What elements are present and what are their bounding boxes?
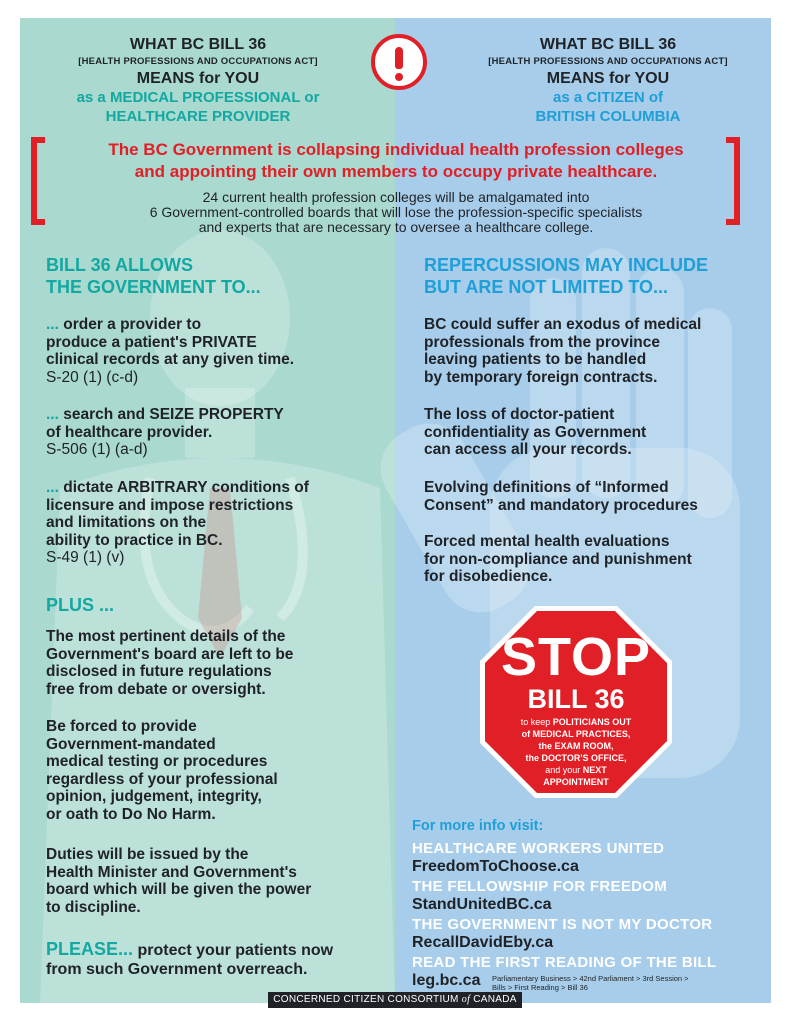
headline-line-1: The BC Government is collapsing individual health profession colleges	[108, 140, 684, 159]
left-heading-line-2: THE GOVERNMENT TO...	[46, 277, 261, 297]
item-lead: ...	[46, 479, 59, 496]
right-heading-line-2: BUT ARE NOT LIMITED TO...	[424, 277, 668, 297]
item-text: Duties will be issued by the	[46, 846, 249, 863]
plus-item-2	[46, 718, 278, 823]
website-link[interactable]: leg.bc.ca	[412, 972, 481, 989]
allow-item-2	[46, 406, 284, 459]
stop-bill-number: BILL 36	[527, 684, 625, 714]
org-name: THE FELLOWSHIP FOR FREEDOM	[412, 878, 668, 895]
stop-message-text: of MEDICAL PRACTICES,	[521, 729, 631, 739]
plus-item-3	[46, 846, 311, 916]
right-header	[448, 36, 768, 126]
item-text: ability to practice in BC.	[46, 531, 223, 549]
plus-heading: PLUS ...	[46, 595, 115, 615]
subheadline	[60, 190, 732, 235]
repercussion-item-4	[424, 533, 692, 586]
left-header-audience-2: HEALTHCARE PROVIDER	[105, 108, 291, 125]
item-text: free from debate or oversight.	[46, 680, 266, 698]
please-text: from such Government overreach.	[46, 961, 308, 978]
please-callout	[46, 940, 333, 979]
left-heading-line-1: BILL 36 ALLOWS	[46, 255, 194, 275]
item-text: for disobedience.	[424, 568, 553, 585]
stop-word: STOP	[500, 627, 652, 687]
item-text: Health Minister and Government's	[46, 863, 297, 881]
item-text: regardless of your professional	[46, 770, 278, 788]
item-text: The loss of doctor-patient	[424, 406, 615, 423]
allow-item-3	[46, 479, 309, 567]
left-header-audience-1: as a MEDICAL PROFESSIONAL or	[76, 89, 320, 106]
stop-message-text: and your	[545, 765, 583, 775]
item-text: Government-mandated	[46, 735, 216, 753]
footer-text: CONCERNED CITIZEN CONSORTIUM	[273, 994, 462, 1005]
stop-message-text: the EXAM ROOM,	[538, 741, 614, 751]
website-link[interactable]: StandUnitedBC.ca	[412, 896, 552, 913]
left-header-title: WHAT BC BILL 36	[129, 36, 267, 53]
section-reference: S-49 (1) (v)	[46, 549, 125, 566]
item-text: can access all your records.	[424, 441, 632, 458]
repercussion-item-2	[424, 406, 646, 459]
footer-text: of	[461, 994, 471, 1005]
item-text: professionals from the province	[424, 333, 660, 351]
item-text: search and SEIZE PROPERTY	[63, 406, 284, 423]
subheadline-line-3: and experts that are necessary to oversee a healthcare college.	[198, 219, 594, 235]
repercussion-item-1	[424, 316, 701, 386]
poster	[20, 18, 771, 1003]
right-header-means: MEANS for YOU	[546, 70, 670, 87]
item-text: Government's board are left to be	[46, 645, 294, 663]
plus-item-1	[46, 628, 293, 698]
right-heading-line-1: REPERCUSSIONS MAY INCLUDE	[424, 255, 709, 275]
right-header-act: [HEALTH PROFESSIONS AND OCCUPATIONS ACT]	[488, 56, 728, 67]
left-header-means: MEANS for YOU	[136, 70, 260, 87]
item-text: licensure and impose restrictions	[46, 496, 294, 514]
breadcrumb-line-1: Parliamentary Business > 42nd Parliament > 3rd Session >	[492, 974, 689, 983]
breadcrumb	[492, 974, 689, 992]
org-name: HEALTHCARE WORKERS UNITED	[412, 840, 665, 857]
item-text: leaving patients to be handled	[424, 351, 647, 368]
item-text: board which will be given the power	[46, 881, 312, 898]
item-text: Be forced to provide	[46, 718, 197, 735]
item-lead: ...	[46, 316, 59, 333]
item-text: clinical records at any given time.	[46, 351, 295, 368]
subheadline-line-1: 24 current health profession colleges will be amalgamated into	[202, 189, 590, 205]
item-text: and limitations on the	[46, 514, 207, 531]
right-column-heading	[424, 254, 708, 298]
org-name: READ THE FIRST READING OF THE BILL	[412, 954, 717, 971]
exclamation-icon	[371, 34, 427, 90]
subheadline-line-2: 6 Government-controlled boards that will lose the profession-specific specialists	[149, 204, 643, 220]
item-text: BC could suffer an exodus of medical	[424, 316, 702, 333]
left-header	[38, 36, 358, 126]
item-text: order a provider to	[63, 316, 202, 333]
left-header-act: [HEALTH PROFESSIONS AND OCCUPATIONS ACT]	[78, 56, 318, 67]
section-reference: S-20 (1) (c-d)	[46, 368, 139, 386]
more-info-heading: For more info visit:	[412, 818, 544, 834]
item-text: medical testing or procedures	[46, 753, 268, 770]
headline-line-2: and appointing their own members to occupy private healthcare.	[134, 162, 658, 181]
item-lead: ...	[46, 406, 59, 423]
item-text: confidentiality as Government	[424, 423, 647, 441]
website-link[interactable]: FreedomToChoose.ca	[412, 858, 579, 875]
stop-message-text: to keep	[520, 717, 553, 727]
left-column-heading	[46, 254, 261, 298]
item-text: of healthcare provider.	[46, 423, 213, 441]
please-text: protect your patients now	[137, 942, 334, 959]
item-text: for non-compliance and punishment	[424, 550, 692, 568]
item-text: by temporary foreign contracts.	[424, 368, 658, 386]
website-link[interactable]: RecallDavidEby.ca	[412, 934, 554, 951]
right-header-audience-1: as a CITIZEN of	[552, 89, 664, 106]
headline	[60, 139, 732, 183]
stop-message-text: POLITICIANS OUT	[552, 717, 632, 727]
item-text: to discipline.	[46, 898, 141, 916]
item-text: opinion, judgement, integrity,	[46, 788, 262, 805]
item-text: Consent” and mandatory procedures	[424, 496, 698, 514]
item-text: Evolving definitions of “Informed	[424, 479, 669, 496]
stop-message-text: APPOINTMENT	[543, 777, 609, 787]
item-text: disclosed in future regulations	[46, 663, 272, 680]
stop-message	[478, 716, 674, 788]
item-text: dictate ARBITRARY conditions of	[63, 479, 309, 496]
item-text: The most pertinent details of the	[46, 628, 286, 645]
stop-message-text: NEXT	[582, 765, 607, 775]
right-header-title: WHAT BC BILL 36	[539, 36, 677, 53]
item-text: Forced mental health evaluations	[424, 533, 670, 550]
org-name: THE GOVERNMENT IS NOT MY DOCTOR	[412, 916, 713, 933]
repercussion-item-3	[424, 479, 698, 514]
please-lead: PLEASE...	[46, 939, 134, 959]
right-header-audience-2: BRITISH COLUMBIA	[535, 108, 681, 125]
left-bracket	[31, 137, 45, 225]
footer-text: CANADA	[470, 994, 517, 1005]
stop-message-text: the DOCTOR'S OFFICE,	[525, 753, 627, 763]
footer-brand	[268, 992, 522, 1008]
item-text: produce a patient's PRIVATE	[46, 333, 257, 351]
section-reference: S-506 (1) (a-d)	[46, 441, 148, 458]
allow-item-1	[46, 316, 294, 386]
item-text: or oath to Do No Harm.	[46, 805, 216, 823]
breadcrumb-line-2: Bills > First Reading > Bill 36	[492, 983, 588, 992]
stop-sign-text	[478, 604, 674, 788]
